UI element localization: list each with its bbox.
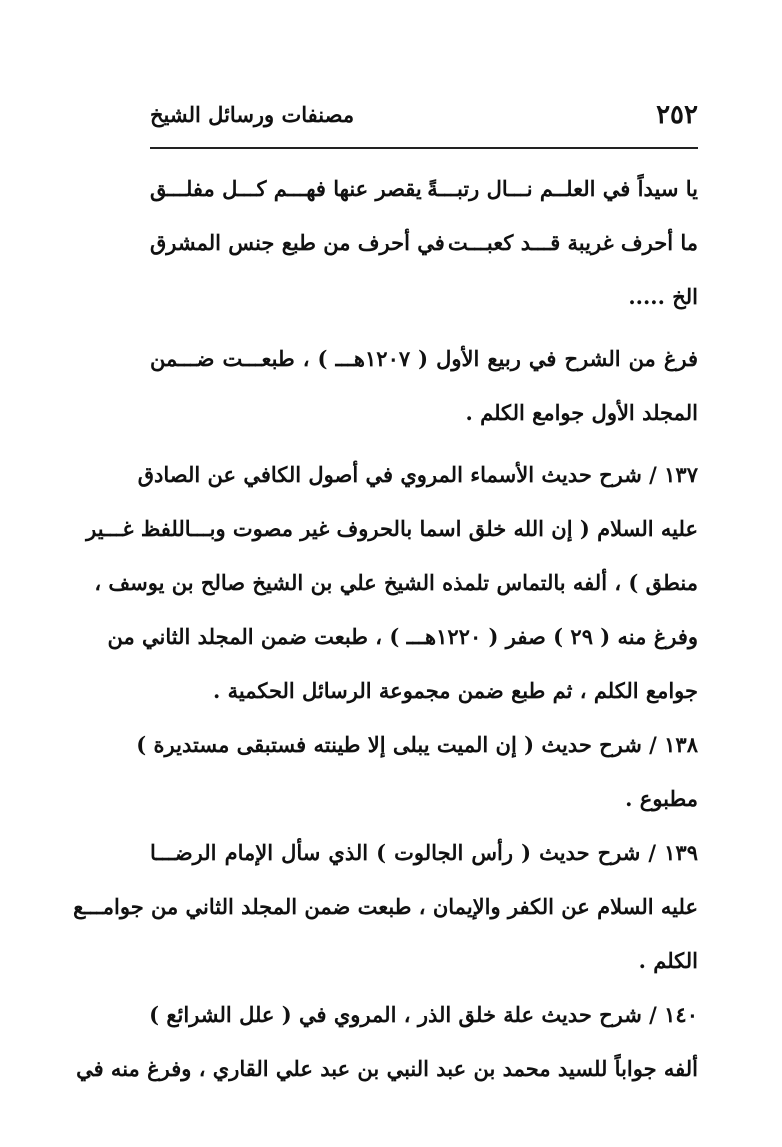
entry-138-line: مطبوع . xyxy=(625,786,698,811)
verse-line xyxy=(150,162,698,216)
paragraph-line: المجلد الأول جوامع الكلم . xyxy=(465,400,698,425)
entry-137-line: وفرغ منه ( ٢٩ ) صفر ( ١٢٢٠هـــ ) ، طبعت ضمن المجلد الثاني من xyxy=(107,624,698,649)
entry-139-line: عليه السلام عن الكفر والإيمان ، طبعت ضمن المجلد الثاني من جوامـــع xyxy=(73,894,698,919)
entry-140-line: ١٤٠ / شرح حديث علة خلق الذر ، المروي في ( علل الشرائع ) xyxy=(149,1002,698,1027)
entry-137-line: ١٣٧ / شرح حديث الأسماء المروي في أصول الكافي عن الصادق xyxy=(137,462,698,487)
entry-139-line: الكلم . xyxy=(638,948,698,973)
verse-second-hemistich: يقصر عنها فهـــم كـــل مفلـــق xyxy=(150,176,422,201)
entry-137-line: عليه السلام ( إن الله خلق اسما بالحروف غير مصوت وبـــاللفظ غـــير xyxy=(86,516,698,541)
entry-139-line: ١٣٩ / شرح حديث ( رأس الجالوت ) الذي سأل الإمام الرضـــا xyxy=(150,840,698,865)
verse-line xyxy=(150,216,698,270)
page-header xyxy=(150,96,698,140)
verse-first-hemistich: يا سيداً في العلــم نـــال رتبـــةً xyxy=(427,176,698,201)
entry-140-line: ألفه جواباً للسيد محمد بن عبد النبي بن عبد علي القاري ، وفرغ منه في xyxy=(76,1056,698,1081)
header-divider xyxy=(150,147,698,149)
verse-tail: الخ ..... xyxy=(628,284,698,309)
running-title: مصنفات ورسائل الشيخ xyxy=(150,102,355,127)
entry-138-line: ١٣٨ / شرح حديث ( إن الميت يبلى إلا طينته فستبقى مستديرة ) xyxy=(136,732,698,757)
entry-137-line: جوامع الكلم ، ثم طبع ضمن مجموعة الرسائل الحكمية . xyxy=(212,678,698,703)
paragraph-line: فرغ من الشرح في ربيع الأول ( ١٢٠٧هـــ ) ، طبعـــت ضـــمن xyxy=(150,346,698,371)
page-number: ٢٥٢ xyxy=(656,100,698,130)
verse-first-hemistich: ما أحرف غريبة قـــد كعبـــت xyxy=(447,230,698,255)
verse-second-hemistich: في أحرف من طبع جنس المشرق xyxy=(150,230,445,255)
entry-137-line: منطق ) ، ألفه بالتماس تلمذه الشيخ علي بن الشيخ صالح بن يوسف ، xyxy=(94,570,698,595)
page-body xyxy=(73,162,698,1096)
